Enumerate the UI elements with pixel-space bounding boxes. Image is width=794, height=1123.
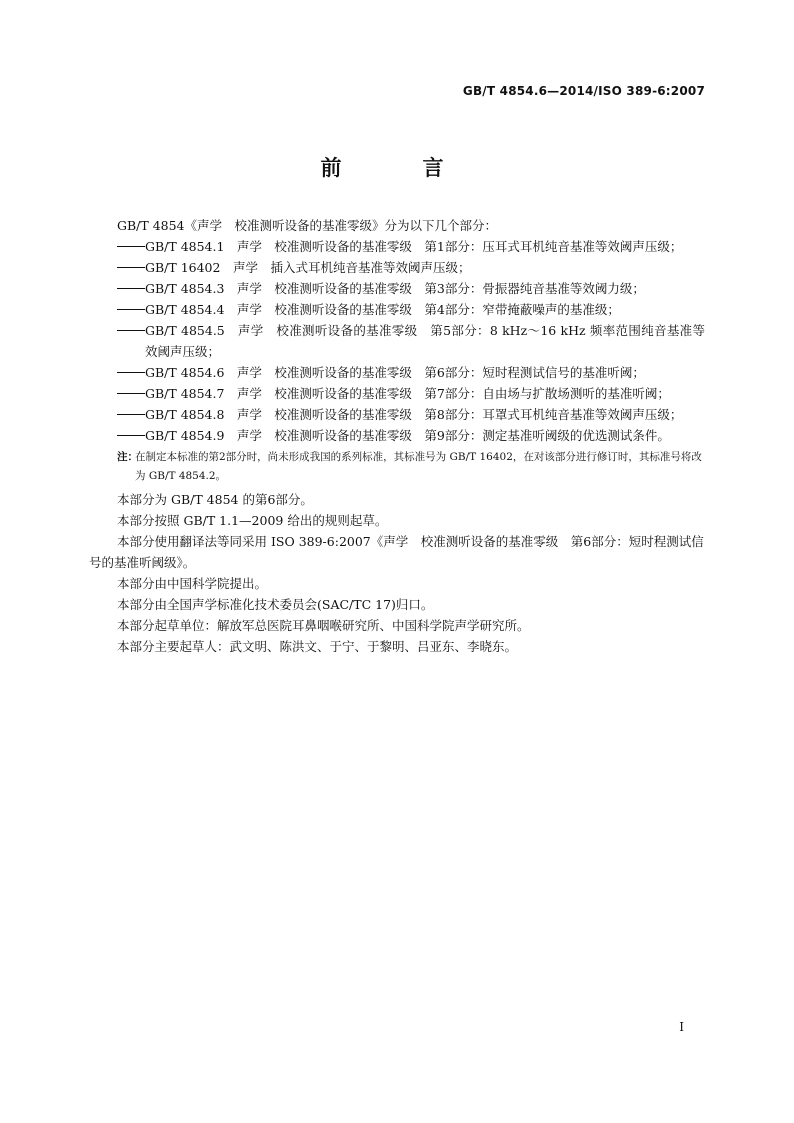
body-paragraph: 本部分起草单位：解放军总医院耳鼻咽喉研究所、中国科学院声学研究所。 — [117, 618, 530, 633]
list-item-text: GB/T 4854.6 声学 校准测听设备的基准零级 第6部分：短时程测试信号的基准听阈； — [145, 365, 645, 380]
page-title: 前 言 — [320, 156, 474, 180]
list-item — [89, 257, 705, 278]
dash-marker — [117, 309, 145, 310]
dash-marker — [117, 414, 145, 415]
document-body — [89, 215, 705, 657]
dash-marker — [117, 267, 145, 268]
dash-marker — [117, 372, 145, 373]
dash-marker — [117, 435, 145, 436]
page-number: I — [679, 1020, 684, 1034]
list-item — [89, 425, 705, 446]
list-item-text: GB/T 4854.4 声学 校准测听设备的基准零级 第4部分：窄带掩蔽噪声的基准级； — [145, 302, 620, 317]
body-paragraph: 本部分由中国科学院提出。 — [117, 576, 268, 591]
list-item-text: GB/T 16402 声学 插入式耳机纯音基准等效阈声压级； — [145, 260, 471, 275]
dash-marker — [117, 393, 145, 394]
list-item — [89, 362, 705, 383]
list-item — [89, 383, 705, 404]
list-item — [89, 404, 705, 425]
body-paragraph: 本部分使用翻译法等同采用 ISO 389-6:2007《声学 校准测听设备的基准零级 第6部分：短时程测试信号的基准听阈级》。 — [89, 534, 704, 570]
note-label: 注： — [117, 451, 138, 463]
parts-list — [89, 236, 705, 446]
note — [89, 448, 705, 486]
list-item-text: GB/T 4854.7 声学 校准测听设备的基准零级 第7部分：自由场与扩散场测听的基准听阈； — [145, 386, 670, 401]
list-item-text: GB/T 4854.3 声学 校准测听设备的基准零级 第3部分：骨振器纯音基准等效阈力级； — [145, 281, 645, 296]
note-text: 在制定本标准的第2部分时，尚未形成我国的系列标准，其标准号为 GB/T 16402，在对该部分进行修订时，其标准号将改为 GB/T 4854.2。 — [135, 451, 702, 482]
list-item-text: GB/T 4854.9 声学 校准测听设备的基准零级 第9部分：测定基准听阈级的优选测试条件。 — [145, 428, 670, 443]
body-paragraph: 本部分主要起草人：武文明、陈洪文、于宁、于黎明、吕亚东、李晓东。 — [117, 639, 518, 654]
body-paragraph: 本部分按照 GB/T 1.1—2009 给出的规则起草。 — [117, 513, 388, 528]
dash-marker — [117, 246, 145, 247]
list-item-text: GB/T 4854.8 声学 校准测听设备的基准零级 第8部分：耳罩式耳机纯音基准等效阈声压级； — [145, 407, 683, 422]
dash-marker — [117, 330, 145, 331]
list-item-text: GB/T 4854.1 声学 校准测听设备的基准零级 第1部分：压耳式耳机纯音基准等效阈声压级； — [145, 239, 683, 254]
dash-marker — [117, 288, 145, 289]
list-item — [89, 320, 705, 362]
list-item — [89, 278, 705, 299]
standard-code-header: GB/T 4854.6—2014/ISO 389-6:2007 — [462, 84, 705, 98]
list-item — [89, 236, 705, 257]
list-item-text: GB/T 4854.5 声学 校准测听设备的基准零级 第5部分：8 kHz～16 kHz 频率范围纯音基准等效阈声压级； — [145, 323, 705, 359]
body-paragraph: 本部分为 GB/T 4854 的第6部分。 — [117, 492, 313, 507]
body-paragraph: 本部分由全国声学标准化技术委员会(SAC/TC 17)归口。 — [117, 597, 434, 612]
intro-paragraph: GB/T 4854《声学 校准测听设备的基准零级》分为以下几个部分： — [117, 218, 498, 233]
list-item — [89, 299, 705, 320]
